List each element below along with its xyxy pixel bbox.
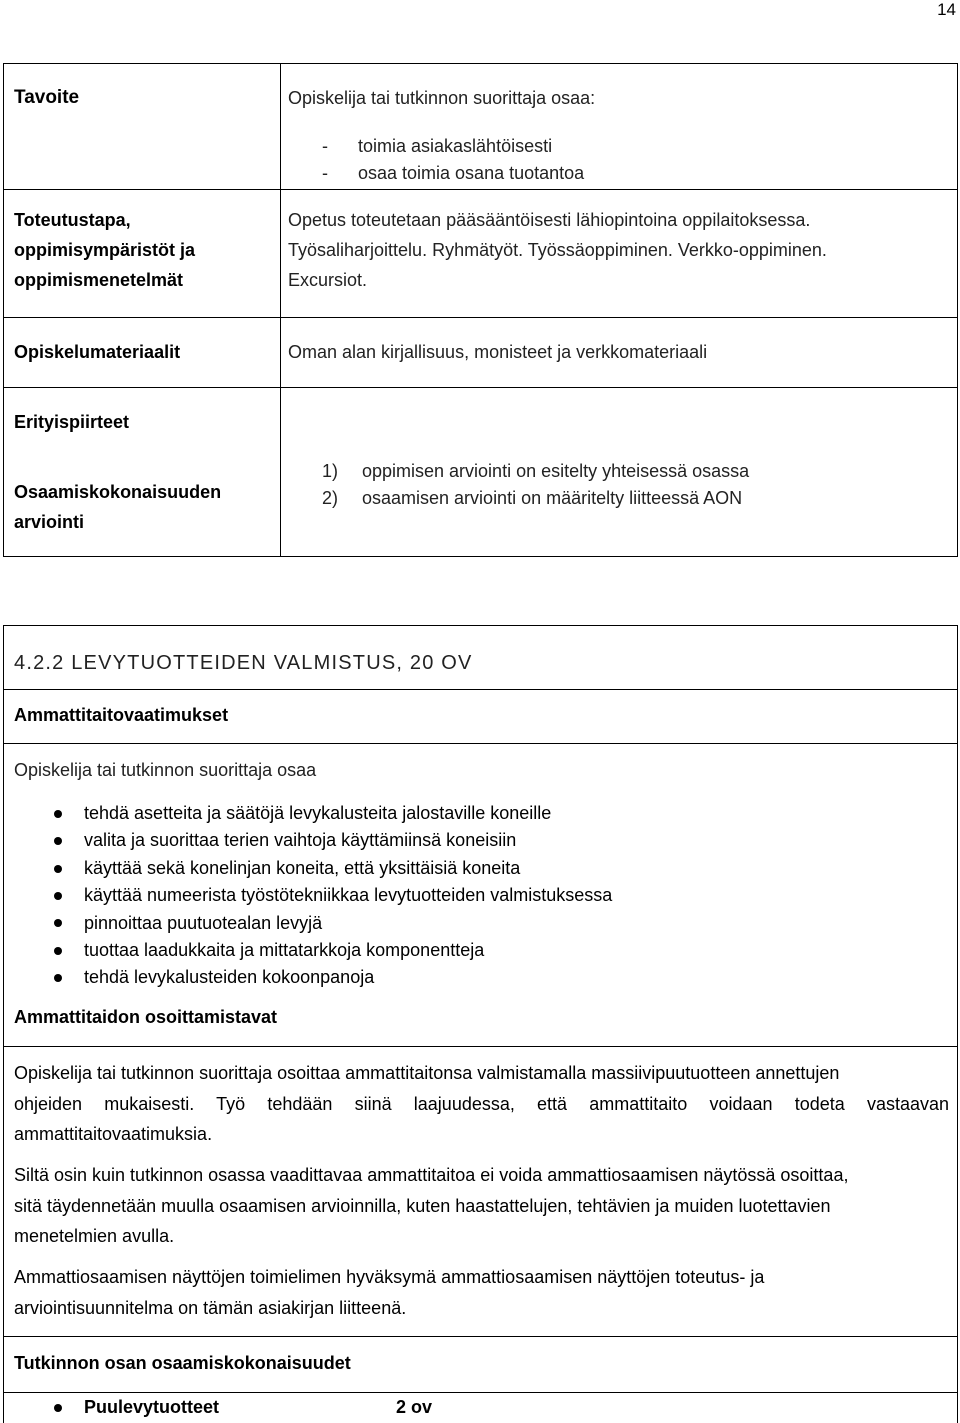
row-divider [4, 1392, 957, 1393]
list-item: tehdä levykalusteiden kokoonpanoja [54, 964, 612, 991]
bullet-icon [54, 837, 62, 845]
list-item: Puulevytuotteet 2 ov [54, 1394, 432, 1421]
row-divider [4, 689, 957, 690]
list-item: - toimia asiakaslähtöisesti [322, 136, 553, 156]
bullet-icon [54, 1404, 62, 1412]
parts-list [54, 1394, 432, 1421]
method-text: Opetus toteutetaan pääsääntöisesti lähiopintoina oppilaitoksessa. Työsaliharjoittelu. Ryhmätyöt. Työssäoppiminen. Verkko-oppiminen. Excursiot. [288, 210, 827, 290]
list-item: tehdä asetteita ja säätöjä levykalusteita jalostaville koneille [54, 800, 612, 827]
list-item: käyttää sekä konelinjan koneita, että yksittäisiä koneita [54, 855, 612, 882]
list-item: käyttää numeerista työstötekniikkaa levytuotteiden valmistuksessa [54, 882, 612, 909]
label-toteutustapa: Toteutustapa, oppimisympäristöt ja oppimismenetelmät [14, 210, 196, 290]
bullet-icon [54, 810, 62, 818]
bullet-icon [54, 974, 62, 982]
section-levytuotteiden-valmistus [3, 625, 958, 1423]
row-divider [4, 317, 957, 318]
row-divider [4, 743, 957, 744]
page-number: 14 [937, 0, 956, 19]
row-divider [4, 1046, 957, 1047]
list-item: - osaa toimia osana tuotantoa [322, 162, 585, 183]
list-item: valita ja suorittaa terien vaihtoja käyttämiinsä koneisiin [54, 827, 612, 854]
row-divider [4, 1336, 957, 1337]
paragraph: Opiskelija tai tutkinnon suorittaja osoittaa ammattitaitonsa valmistamalla massiivipuutuotteen annettujen ohjeiden mukaisesti. Työ tehdään siinä laajuudessa, että ammattitaito voidaan todeta vastaavan ammattitaitovaatimuksia. [14, 1063, 949, 1144]
bullet-icon [54, 865, 62, 873]
row-divider [4, 189, 957, 190]
course-info-table [3, 63, 958, 557]
assessment-list [288, 458, 749, 512]
bullet-icon [54, 947, 62, 955]
materials-text: Oman alan kirjallisuus, monisteet ja verkkomateriaali [288, 342, 708, 362]
parts-title: Tutkinnon osan osaamiskokonaisuudet [14, 1353, 351, 1373]
requirements-list [54, 800, 612, 992]
label-arviointi: Osaamiskokonaisuuden arviointi [14, 482, 222, 532]
paragraph: Ammattiosaamisen näyttöjen toimielimen hyväksymä ammattiosaamisen näyttöjen toteutus- ja arviointisuunnitelma on tämän asiakirjan liitteenä. [14, 1267, 765, 1318]
list-item: 2) osaamisen arviointi on määritelty liitteessä AON [322, 488, 743, 508]
goal-list [288, 133, 584, 186]
demonstration-title: Ammattitaidon osoittamistavat [14, 1007, 278, 1027]
list-item: tuottaa laadukkaita ja mittatarkkoja komponentteja [54, 937, 612, 964]
label-erityispiirteet: Erityispiirteet [14, 412, 130, 432]
bullet-icon [54, 892, 62, 900]
section-heading: 4.2.2 LEVYTUOTTEIDEN VALMISTUS, 20 OV [14, 652, 473, 674]
list-item: pinnoittaa puutuotealan levyjä [54, 910, 612, 937]
label-tavoite: Tavoite [14, 87, 80, 108]
list-item: 1) oppimisen arviointi on esitelty yhteisessä osassa [322, 461, 750, 481]
row-divider [4, 387, 957, 388]
goal-intro: Opiskelija tai tutkinnon suorittaja osaa: [288, 88, 596, 108]
bullet-icon [54, 919, 62, 927]
paragraph: Siltä osin kuin tutkinnon osassa vaadittavaa ammattitaitoa ei voida ammattiosaamisen näytössä osoittaa, sitä täydennetään muulla osaamisen arvioinnilla, kuten haastattelujen, tehtävien ja muiden luotettavien menetelmien avulla. [14, 1165, 849, 1246]
requirements-title: Ammattitaitovaatimukset [14, 705, 229, 725]
label-opiskelumateriaalit: Opiskelumateriaalit [14, 342, 181, 362]
column-divider [280, 64, 281, 556]
requirements-intro: Opiskelija tai tutkinnon suorittaja osaa [14, 760, 317, 780]
